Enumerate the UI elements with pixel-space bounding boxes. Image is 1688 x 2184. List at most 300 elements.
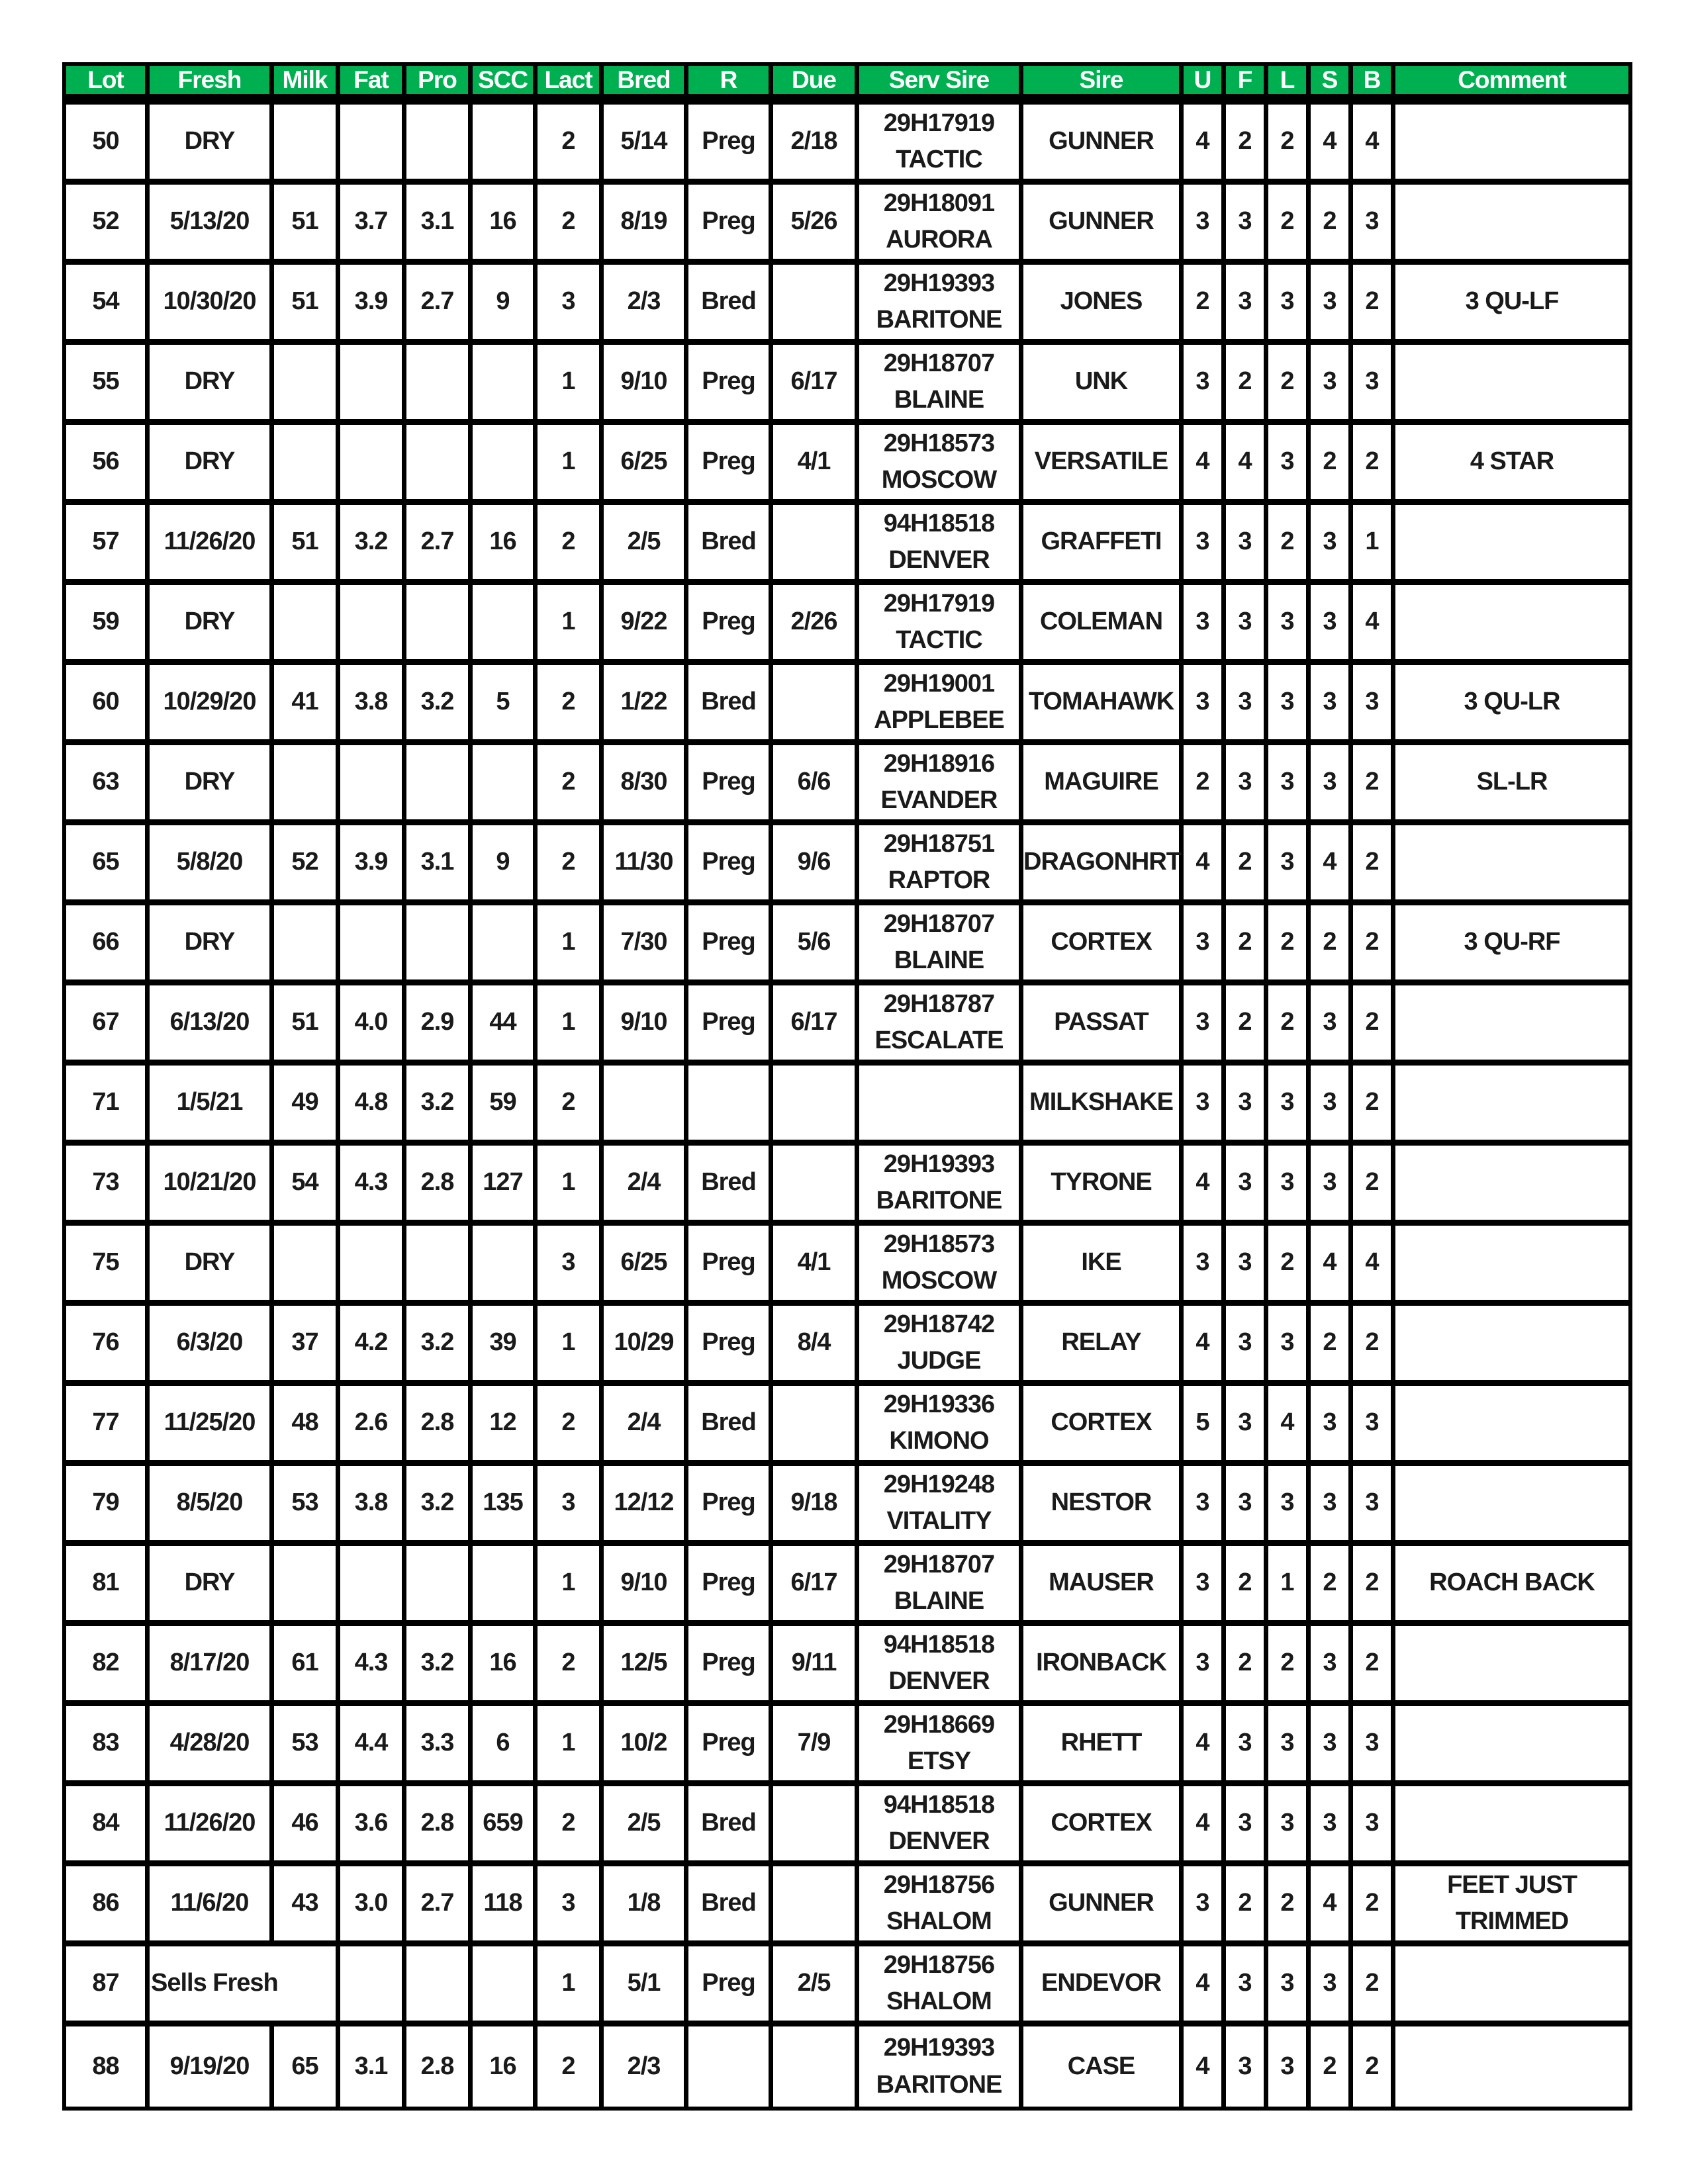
comment-cell: [1395, 1466, 1628, 1546]
l-cell: 2: [1268, 105, 1311, 185]
milk-cell: 53: [274, 1466, 340, 1546]
fat-cell: 3.8: [340, 665, 406, 745]
b-cell: 2: [1353, 1146, 1395, 1226]
b-cell: 2: [1353, 2026, 1395, 2107]
lact-cell: 2: [538, 1386, 604, 1466]
serv-sire-cell: [859, 745, 1023, 825]
fresh-cell: DRY: [150, 905, 274, 985]
table-row: [66, 1066, 1628, 1146]
milk-cell: 37: [274, 1306, 340, 1386]
column-header-pro: Pro: [406, 66, 473, 105]
scc-cell: [473, 1546, 538, 1626]
fresh-cell: DRY: [150, 585, 274, 665]
s-cell: 3: [1311, 1066, 1353, 1146]
serv-sire-cell: [859, 185, 1023, 265]
bred-cell: 9/10: [604, 985, 688, 1066]
comment-cell: 3 QU-LR: [1395, 665, 1628, 745]
serv-sire-cell: [859, 825, 1023, 905]
r-cell: Bred: [688, 1866, 773, 1946]
serv-sire-code: 29H19393: [883, 1150, 995, 1178]
fat-cell: 4.3: [340, 1146, 406, 1226]
milk-cell: [274, 585, 340, 665]
f-cell: 3: [1226, 585, 1268, 665]
serv-sire-name: TACTIC: [896, 626, 982, 654]
comment-cell: [1395, 1146, 1628, 1226]
serv-sire-name: BARITONE: [876, 2070, 1002, 2099]
lot-cell: 73: [66, 1146, 150, 1226]
scc-cell: [473, 585, 538, 665]
milk-cell: [274, 425, 340, 505]
r-cell: Preg: [688, 1946, 773, 2026]
fat-cell: 3.9: [340, 265, 406, 345]
b-cell: 2: [1353, 1066, 1395, 1146]
s-cell: 3: [1311, 745, 1353, 825]
milk-cell: [274, 745, 340, 825]
f-cell: 2: [1226, 1546, 1268, 1626]
milk-cell: 65: [274, 2026, 340, 2107]
sire-cell: TYRONE: [1023, 1146, 1184, 1226]
s-cell: 3: [1311, 265, 1353, 345]
page-margin: [0, 2151, 1688, 2184]
fresh-cell: DRY: [150, 1226, 274, 1306]
sire-cell: MAUSER: [1023, 1546, 1184, 1626]
due-cell: 9/6: [773, 825, 859, 905]
due-cell: [773, 1786, 859, 1866]
s-cell: 3: [1311, 1786, 1353, 1866]
b-cell: 3: [1353, 1786, 1395, 1866]
b-cell: 2: [1353, 745, 1395, 825]
u-cell: 3: [1184, 585, 1226, 665]
fat-cell: [340, 105, 406, 185]
pro-cell: [406, 585, 473, 665]
fresh-cell: DRY: [150, 745, 274, 825]
l-cell: 3: [1268, 825, 1311, 905]
serv-sire-name: TACTIC: [896, 146, 982, 173]
lot-cell: 79: [66, 1466, 150, 1546]
sire-cell: CASE: [1023, 2026, 1184, 2107]
pro-cell: 2.8: [406, 1146, 473, 1226]
sire-cell: COLEMAN: [1023, 585, 1184, 665]
comment-cell: [1395, 1626, 1628, 1706]
s-cell: 3: [1311, 585, 1353, 665]
lact-cell: 1: [538, 905, 604, 985]
lot-cell: 55: [66, 345, 150, 425]
f-cell: 2: [1226, 905, 1268, 985]
r-cell: Bred: [688, 1386, 773, 1466]
serv-sire-code: 29H18787: [883, 989, 995, 1018]
serv-sire-name: DENVER: [888, 1667, 990, 1695]
sire-cell: DRAGONHRT: [1023, 825, 1184, 905]
serv-sire-cell: [859, 425, 1023, 505]
comment-cell: [1395, 985, 1628, 1066]
sire-cell: JONES: [1023, 265, 1184, 345]
due-cell: [773, 1386, 859, 1466]
l-cell: 2: [1268, 1226, 1311, 1306]
pro-cell: 3.2: [406, 1626, 473, 1706]
scc-cell: [473, 1226, 538, 1306]
serv-sire-cell: [859, 1146, 1023, 1226]
due-cell: [773, 1866, 859, 1946]
due-cell: 9/18: [773, 1466, 859, 1546]
serv-sire-cell: [859, 2026, 1023, 2107]
scc-cell: 6: [473, 1706, 538, 1786]
l-cell: 3: [1268, 1706, 1311, 1786]
table-row: [66, 1386, 1628, 1466]
fat-cell: [340, 905, 406, 985]
r-cell: Preg: [688, 1226, 773, 1306]
fat-cell: [340, 745, 406, 825]
fresh-cell: 11/26/20: [150, 505, 274, 585]
l-cell: 3: [1268, 1786, 1311, 1866]
fresh-cell: DRY: [150, 345, 274, 425]
comment-cell: [1395, 105, 1628, 185]
comment-cell: ROACH BACK: [1395, 1546, 1628, 1626]
column-header-fat: Fat: [340, 66, 406, 105]
r-cell: Preg: [688, 105, 773, 185]
due-cell: 2/18: [773, 105, 859, 185]
table-row: [66, 1466, 1628, 1546]
scc-cell: 118: [473, 1866, 538, 1946]
lact-cell: 2: [538, 105, 604, 185]
comment-cell: [1395, 1066, 1628, 1146]
pro-cell: 3.2: [406, 1066, 473, 1146]
f-cell: 3: [1226, 1226, 1268, 1306]
r-cell: Preg: [688, 1626, 773, 1706]
table-row: [66, 1306, 1628, 1386]
b-cell: 2: [1353, 1946, 1395, 2026]
lot-cell: 65: [66, 825, 150, 905]
s-cell: 3: [1311, 345, 1353, 425]
r-cell: Bred: [688, 1146, 773, 1226]
fresh-cell: DRY: [150, 425, 274, 505]
serv-sire-name: ETSY: [907, 1747, 971, 1775]
serv-sire-cell: [859, 1626, 1023, 1706]
lot-cell: 59: [66, 585, 150, 665]
bred-cell: 9/10: [604, 345, 688, 425]
pro-cell: 2.9: [406, 985, 473, 1066]
lact-cell: 2: [538, 2026, 604, 2107]
fresh-cell: 11/25/20: [150, 1386, 274, 1466]
milk-cell: 52: [274, 825, 340, 905]
b-cell: 4: [1353, 105, 1395, 185]
serv-sire-code: 29H18707: [883, 1550, 995, 1578]
s-cell: 2: [1311, 2026, 1353, 2107]
serv-sire-code: 29H18573: [883, 429, 995, 457]
bred-cell: 8/30: [604, 745, 688, 825]
table-row: [66, 1626, 1628, 1706]
comment-cell: 3 QU-RF: [1395, 905, 1628, 985]
b-cell: 2: [1353, 1626, 1395, 1706]
b-cell: 2: [1353, 985, 1395, 1066]
sire-cell: UNK: [1023, 345, 1184, 425]
lot-cell: 50: [66, 105, 150, 185]
s-cell: 3: [1311, 1466, 1353, 1546]
s-cell: 4: [1311, 105, 1353, 185]
comment-cell: [1395, 2026, 1628, 2107]
serv-sire-name: KIMONO: [889, 1427, 989, 1455]
sire-cell: GUNNER: [1023, 105, 1184, 185]
s-cell: 3: [1311, 505, 1353, 585]
lact-cell: 1: [538, 1946, 604, 2026]
bred-cell: 2/5: [604, 1786, 688, 1866]
table-row: [66, 265, 1628, 345]
u-cell: 4: [1184, 1946, 1226, 2026]
scc-cell: 39: [473, 1306, 538, 1386]
table-row: [66, 1226, 1628, 1306]
s-cell: 2: [1311, 1546, 1353, 1626]
serv-sire-name: BLAINE: [894, 946, 984, 974]
table-row: [66, 1706, 1628, 1786]
b-cell: 2: [1353, 265, 1395, 345]
pro-cell: 3.3: [406, 1706, 473, 1786]
r-cell: Bred: [688, 665, 773, 745]
serv-sire-code: 29H18751: [883, 829, 995, 858]
fresh-cell: 8/17/20: [150, 1626, 274, 1706]
lact-cell: 2: [538, 1066, 604, 1146]
f-cell: 3: [1226, 185, 1268, 265]
fresh-cell: DRY: [150, 1546, 274, 1626]
column-header-due: Due: [773, 66, 859, 105]
comment-cell: [1395, 1386, 1628, 1466]
serv-sire-name: JUDGE: [897, 1347, 981, 1375]
l-cell: 4: [1268, 1386, 1311, 1466]
u-cell: 3: [1184, 185, 1226, 265]
bred-cell: 6/25: [604, 425, 688, 505]
pro-cell: [406, 345, 473, 425]
fat-cell: 3.2: [340, 505, 406, 585]
lot-cell: 76: [66, 1306, 150, 1386]
fat-cell: 3.9: [340, 825, 406, 905]
lact-cell: 2: [538, 1786, 604, 1866]
milk-cell: [274, 1226, 340, 1306]
serv-sire-cell: [859, 1386, 1023, 1466]
scc-cell: [473, 1946, 538, 2026]
column-header-f: F: [1226, 66, 1268, 105]
lact-cell: 2: [538, 665, 604, 745]
pro-cell: 3.2: [406, 1306, 473, 1386]
lot-cell: 77: [66, 1386, 150, 1466]
pro-cell: [406, 1546, 473, 1626]
fresh-cell: 4/28/20: [150, 1706, 274, 1786]
s-cell: 3: [1311, 1626, 1353, 1706]
table-row: [66, 185, 1628, 265]
due-cell: 6/17: [773, 1546, 859, 1626]
scc-cell: 16: [473, 1626, 538, 1706]
f-cell: 3: [1226, 1706, 1268, 1786]
lot-cell: 71: [66, 1066, 150, 1146]
bred-cell: 1/22: [604, 665, 688, 745]
u-cell: 3: [1184, 1466, 1226, 1546]
u-cell: 2: [1184, 265, 1226, 345]
serv-sire-code: 29H17919: [883, 109, 995, 137]
scc-cell: [473, 745, 538, 825]
fresh-cell: 10/30/20: [150, 265, 274, 345]
column-header-lot: Lot: [66, 66, 150, 105]
l-cell: 2: [1268, 1626, 1311, 1706]
bred-cell: 10/29: [604, 1306, 688, 1386]
column-header-r: R: [688, 66, 773, 105]
scc-cell: 16: [473, 505, 538, 585]
bred-cell: 5/1: [604, 1946, 688, 2026]
fresh-cell: 10/21/20: [150, 1146, 274, 1226]
r-cell: Bred: [688, 265, 773, 345]
bred-cell: 2/4: [604, 1386, 688, 1466]
serv-sire-code: 29H18742: [883, 1310, 995, 1338]
bred-cell: 11/30: [604, 825, 688, 905]
lact-cell: 1: [538, 1706, 604, 1786]
lact-cell: 2: [538, 185, 604, 265]
lot-cell: 56: [66, 425, 150, 505]
fat-cell: 4.3: [340, 1626, 406, 1706]
fat-cell: 4.2: [340, 1306, 406, 1386]
l-cell: 3: [1268, 265, 1311, 345]
cattle-table: [62, 62, 1632, 2111]
milk-cell: 46: [274, 1786, 340, 1866]
sire-cell: GUNNER: [1023, 1866, 1184, 1946]
comment-cell: [1395, 1706, 1628, 1786]
serv-sire-code: 29H19336: [883, 1390, 995, 1418]
r-cell: Preg: [688, 1306, 773, 1386]
serv-sire-cell: [859, 345, 1023, 425]
pro-cell: 3.1: [406, 825, 473, 905]
lot-cell: 60: [66, 665, 150, 745]
serv-sire-name: BLAINE: [894, 1587, 984, 1615]
scc-cell: [473, 905, 538, 985]
due-cell: [773, 665, 859, 745]
f-cell: 3: [1226, 1066, 1268, 1146]
s-cell: 3: [1311, 1946, 1353, 2026]
due-cell: [773, 1146, 859, 1226]
u-cell: 3: [1184, 665, 1226, 745]
l-cell: 3: [1268, 1306, 1311, 1386]
bred-cell: 1/8: [604, 1866, 688, 1946]
r-cell: Bred: [688, 1786, 773, 1866]
b-cell: 3: [1353, 345, 1395, 425]
r-cell: [688, 1066, 773, 1146]
column-header-bred: Bred: [604, 66, 688, 105]
serv-sire-name: DENVER: [888, 1827, 990, 1855]
u-cell: 3: [1184, 345, 1226, 425]
fat-cell: [340, 1226, 406, 1306]
sire-cell: PASSAT: [1023, 985, 1184, 1066]
column-header-milk: Milk: [274, 66, 340, 105]
l-cell: 3: [1268, 585, 1311, 665]
f-cell: 3: [1226, 2026, 1268, 2107]
column-header-serv-sire: Serv Sire: [859, 66, 1023, 105]
milk-cell: 48: [274, 1386, 340, 1466]
fresh-cell: 9/19/20: [150, 2026, 274, 2107]
due-cell: 2/26: [773, 585, 859, 665]
serv-sire-cell: [859, 1866, 1023, 1946]
serv-sire-cell: [859, 1466, 1023, 1546]
s-cell: 3: [1311, 985, 1353, 1066]
l-cell: 3: [1268, 1066, 1311, 1146]
table-row: [66, 745, 1628, 825]
u-cell: 3: [1184, 985, 1226, 1066]
b-cell: 4: [1353, 1226, 1395, 1306]
fresh-cell: 5/8/20: [150, 825, 274, 905]
u-cell: 3: [1184, 1626, 1226, 1706]
comment-cell: 3 QU-LF: [1395, 265, 1628, 345]
scc-cell: [473, 105, 538, 185]
r-cell: Preg: [688, 185, 773, 265]
r-cell: Preg: [688, 345, 773, 425]
s-cell: 2: [1311, 185, 1353, 265]
serv-sire-cell: [859, 265, 1023, 345]
milk-cell: 61: [274, 1626, 340, 1706]
b-cell: 3: [1353, 665, 1395, 745]
fat-cell: 4.0: [340, 985, 406, 1066]
fresh-cell: 6/3/20: [150, 1306, 274, 1386]
l-cell: 2: [1268, 505, 1311, 585]
lact-cell: 3: [538, 1226, 604, 1306]
lot-cell: 67: [66, 985, 150, 1066]
u-cell: 4: [1184, 425, 1226, 505]
lact-cell: 1: [538, 1546, 604, 1626]
s-cell: 3: [1311, 1146, 1353, 1226]
sire-cell: IKE: [1023, 1226, 1184, 1306]
lact-cell: 1: [538, 985, 604, 1066]
serv-sire-code: 29H18756: [883, 1870, 995, 1899]
bred-cell: [604, 1066, 688, 1146]
serv-sire-name: ESCALATE: [874, 1026, 1004, 1054]
serv-sire-name: RAPTOR: [888, 866, 990, 894]
r-cell: Preg: [688, 905, 773, 985]
due-cell: 6/17: [773, 345, 859, 425]
lot-cell: 57: [66, 505, 150, 585]
pro-cell: [406, 425, 473, 505]
comment-cell: [1395, 185, 1628, 265]
due-cell: 9/11: [773, 1626, 859, 1706]
u-cell: 5: [1184, 1386, 1226, 1466]
milk-cell: 49: [274, 1066, 340, 1146]
scc-cell: 135: [473, 1466, 538, 1546]
serv-sire-cell: [859, 585, 1023, 665]
serv-sire-code: 29H19001: [883, 669, 995, 698]
l-cell: 3: [1268, 1946, 1311, 2026]
b-cell: 2: [1353, 1306, 1395, 1386]
u-cell: 2: [1184, 745, 1226, 825]
lot-cell: 52: [66, 185, 150, 265]
scc-cell: 9: [473, 825, 538, 905]
column-header-b: B: [1353, 66, 1395, 105]
serv-sire-code: 29H18916: [883, 749, 995, 778]
f-cell: 3: [1226, 505, 1268, 585]
s-cell: 4: [1311, 1226, 1353, 1306]
b-cell: 2: [1353, 905, 1395, 985]
milk-cell: 51: [274, 185, 340, 265]
lot-cell: 63: [66, 745, 150, 825]
b-cell: 1: [1353, 505, 1395, 585]
f-cell: 3: [1226, 1386, 1268, 1466]
fat-cell: [340, 1946, 406, 2026]
due-cell: [773, 505, 859, 585]
bred-cell: 12/5: [604, 1626, 688, 1706]
fat-cell: 3.8: [340, 1466, 406, 1546]
serv-sire-name: SHALOM: [886, 1907, 992, 1935]
fat-cell: 3.0: [340, 1866, 406, 1946]
table-row: [66, 825, 1628, 905]
lot-cell: 84: [66, 1786, 150, 1866]
serv-sire-cell: [859, 665, 1023, 745]
column-header-u: U: [1184, 66, 1226, 105]
l-cell: 3: [1268, 745, 1311, 825]
lot-cell: 66: [66, 905, 150, 985]
serv-sire-code: 94H18518: [883, 509, 995, 537]
r-cell: Bred: [688, 505, 773, 585]
r-cell: Preg: [688, 825, 773, 905]
f-cell: 2: [1226, 985, 1268, 1066]
